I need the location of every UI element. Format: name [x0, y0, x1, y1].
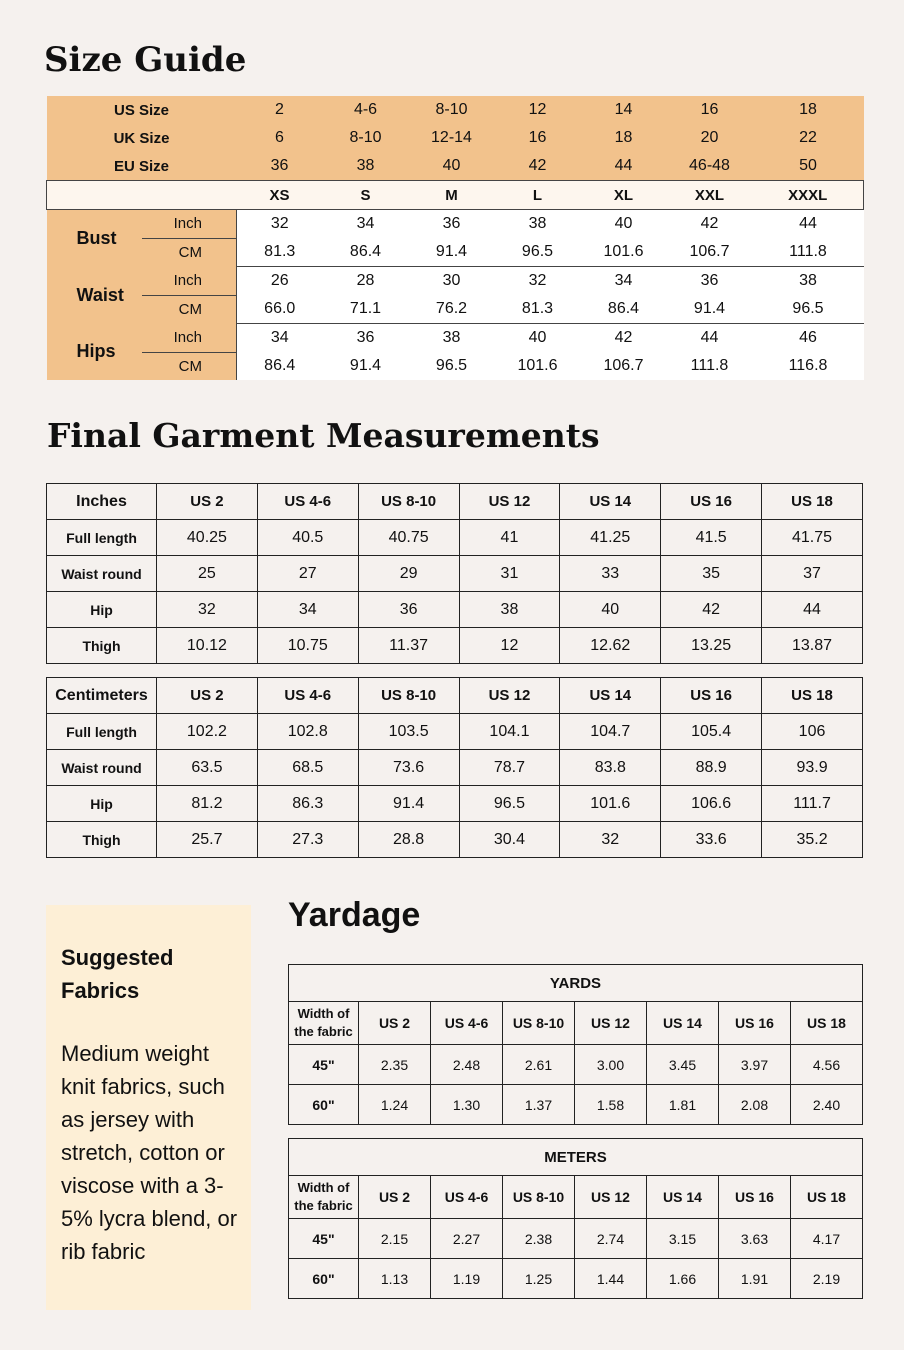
value-cell: 91.4 — [358, 786, 459, 822]
row-label: 45" — [289, 1045, 359, 1085]
waist-inch-row — [47, 267, 864, 296]
value-cell: 66.0 — [237, 295, 323, 324]
value-cell: 83.8 — [560, 750, 661, 786]
value-cell: 111.7 — [762, 786, 863, 822]
value-cell: 38 — [409, 324, 495, 353]
value-cell: 37 — [762, 556, 863, 592]
value-cell: 68.5 — [257, 750, 358, 786]
value-cell: 2.35 — [359, 1045, 431, 1085]
caption-row — [289, 965, 863, 1002]
value-cell: 103.5 — [358, 714, 459, 750]
value-cell: 32 — [560, 822, 661, 858]
size-header: US 14 — [560, 484, 661, 520]
size-guide-title: Size Guide — [44, 40, 247, 80]
value-cell: 40 — [495, 324, 581, 353]
cm-label: CM — [142, 352, 237, 380]
value-cell: 41 — [459, 520, 560, 556]
size-header: US 12 — [459, 678, 560, 714]
value-cell: 81.3 — [495, 295, 581, 324]
table-row — [47, 750, 863, 786]
size-header: US 4-6 — [431, 1002, 503, 1045]
value-cell: 32 — [237, 210, 323, 239]
size-cell: 18 — [581, 124, 667, 152]
value-cell: 10.12 — [157, 628, 258, 664]
value-cell: 40.25 — [157, 520, 258, 556]
table-row — [47, 592, 863, 628]
value-cell: 3.00 — [575, 1045, 647, 1085]
value-cell: 86.3 — [257, 786, 358, 822]
table-row — [47, 786, 863, 822]
size-cell: 16 — [667, 96, 753, 124]
value-cell: 38 — [495, 210, 581, 239]
value-cell: 40 — [560, 592, 661, 628]
value-cell: 3.97 — [719, 1045, 791, 1085]
cm-label: CM — [142, 238, 237, 267]
value-cell: 1.44 — [575, 1259, 647, 1299]
us-size-label: US Size — [47, 96, 237, 124]
value-cell: 36 — [323, 324, 409, 353]
value-cell: 10.75 — [257, 628, 358, 664]
size-cell: 12 — [495, 96, 581, 124]
value-cell: 28 — [323, 267, 409, 296]
width-label: Width of the fabric — [289, 1002, 359, 1045]
value-cell: 1.81 — [647, 1085, 719, 1125]
hips-label: Hips — [47, 324, 142, 381]
value-cell: 102.2 — [157, 714, 258, 750]
value-cell: 71.1 — [323, 295, 409, 324]
value-cell: 1.30 — [431, 1085, 503, 1125]
row-label: Full length — [47, 520, 157, 556]
value-cell: 106.6 — [661, 786, 762, 822]
size-header: US 4-6 — [431, 1176, 503, 1219]
size-cell: 8-10 — [323, 124, 409, 152]
width-label: Width of the fabric — [289, 1176, 359, 1219]
yardage-title: Yardage — [288, 896, 421, 934]
value-cell: 91.4 — [323, 352, 409, 380]
value-cell: 1.19 — [431, 1259, 503, 1299]
value-cell: 13.87 — [762, 628, 863, 664]
letter-size-row — [47, 181, 864, 210]
value-cell: 25 — [157, 556, 258, 592]
value-cell: 31 — [459, 556, 560, 592]
value-cell: 35 — [661, 556, 762, 592]
inch-label: Inch — [142, 267, 237, 296]
size-header: US 16 — [661, 484, 762, 520]
bust-cm-row — [47, 238, 864, 267]
value-cell: 2.48 — [431, 1045, 503, 1085]
us-size-row — [47, 96, 864, 124]
size-header: US 2 — [359, 1176, 431, 1219]
letter-size-cell: XS — [237, 181, 323, 210]
value-cell: 34 — [257, 592, 358, 628]
size-cell: 38 — [323, 152, 409, 181]
meters-caption: METERS — [289, 1139, 863, 1176]
size-cell: 16 — [495, 124, 581, 152]
size-cell: 14 — [581, 96, 667, 124]
row-label: 45" — [289, 1219, 359, 1259]
suggested-fabrics-panel — [46, 905, 251, 1310]
value-cell: 4.56 — [791, 1045, 863, 1085]
size-cell: 8-10 — [409, 96, 495, 124]
letter-size-cell: XL — [581, 181, 667, 210]
value-cell: 73.6 — [358, 750, 459, 786]
value-cell: 2.08 — [719, 1085, 791, 1125]
value-cell: 91.4 — [667, 295, 753, 324]
value-cell: 2.61 — [503, 1045, 575, 1085]
value-cell: 42 — [661, 592, 762, 628]
size-header: US 2 — [359, 1002, 431, 1045]
value-cell: 34 — [237, 324, 323, 353]
yardage-yards-table — [288, 964, 863, 1125]
size-cell: 2 — [237, 96, 323, 124]
size-header: US 16 — [661, 678, 762, 714]
value-cell: 33 — [560, 556, 661, 592]
size-header: US 12 — [459, 484, 560, 520]
value-cell: 2.38 — [503, 1219, 575, 1259]
value-cell: 40.75 — [358, 520, 459, 556]
value-cell: 93.9 — [762, 750, 863, 786]
header-row — [289, 1176, 863, 1219]
value-cell: 101.6 — [581, 238, 667, 267]
value-cell: 96.5 — [409, 352, 495, 380]
size-cell: 22 — [753, 124, 864, 152]
size-header: US 14 — [647, 1176, 719, 1219]
value-cell: 41.5 — [661, 520, 762, 556]
row-label: 60" — [289, 1259, 359, 1299]
value-cell: 2.19 — [791, 1259, 863, 1299]
value-cell: 76.2 — [409, 295, 495, 324]
bust-label: Bust — [47, 210, 142, 267]
yards-caption: YARDS — [289, 965, 863, 1002]
value-cell: 2.40 — [791, 1085, 863, 1125]
final-garment-cm-table — [46, 677, 863, 858]
row-label: Waist round — [47, 750, 157, 786]
value-cell: 116.8 — [753, 352, 864, 380]
value-cell: 1.91 — [719, 1259, 791, 1299]
row-label: Full length — [47, 714, 157, 750]
value-cell: 34 — [323, 210, 409, 239]
letter-size-cell: M — [409, 181, 495, 210]
eu-size-label: EU Size — [47, 152, 237, 181]
waist-cm-row — [47, 295, 864, 324]
size-header: US 18 — [791, 1002, 863, 1045]
value-cell: 30.4 — [459, 822, 560, 858]
table-row — [289, 1045, 863, 1085]
value-cell: 2.74 — [575, 1219, 647, 1259]
value-cell: 34 — [581, 267, 667, 296]
table-row — [47, 822, 863, 858]
value-cell: 2.27 — [431, 1219, 503, 1259]
value-cell: 33.6 — [661, 822, 762, 858]
size-header: US 16 — [719, 1002, 791, 1045]
size-header: US 4-6 — [257, 484, 358, 520]
value-cell: 36 — [409, 210, 495, 239]
size-header: US 8-10 — [503, 1002, 575, 1045]
row-label: 60" — [289, 1085, 359, 1125]
value-cell: 104.1 — [459, 714, 560, 750]
value-cell: 38 — [753, 267, 864, 296]
value-cell: 3.45 — [647, 1045, 719, 1085]
value-cell: 36 — [358, 592, 459, 628]
row-label: Hip — [47, 786, 157, 822]
value-cell: 30 — [409, 267, 495, 296]
value-cell: 40.5 — [257, 520, 358, 556]
size-cell: 12-14 — [409, 124, 495, 152]
centimeters-label: Centimeters — [47, 678, 157, 714]
size-header: US 4-6 — [257, 678, 358, 714]
value-cell: 26 — [237, 267, 323, 296]
value-cell: 1.58 — [575, 1085, 647, 1125]
value-cell: 1.37 — [503, 1085, 575, 1125]
value-cell: 91.4 — [409, 238, 495, 267]
value-cell: 101.6 — [560, 786, 661, 822]
waist-label: Waist — [47, 267, 142, 324]
inches-label: Inches — [47, 484, 157, 520]
size-header: US 18 — [762, 484, 863, 520]
row-label: Thigh — [47, 822, 157, 858]
table-row — [47, 714, 863, 750]
table-row — [47, 520, 863, 556]
hips-inch-row — [47, 324, 864, 353]
value-cell: 102.8 — [257, 714, 358, 750]
value-cell: 40 — [581, 210, 667, 239]
value-cell: 101.6 — [495, 352, 581, 380]
letter-size-cell: XXXL — [753, 181, 864, 210]
header-row — [47, 678, 863, 714]
size-cell: 44 — [581, 152, 667, 181]
value-cell: 32 — [495, 267, 581, 296]
value-cell: 105.4 — [661, 714, 762, 750]
size-cell: 50 — [753, 152, 864, 181]
yardage-meters-table — [288, 1138, 863, 1299]
letter-size-cell: S — [323, 181, 409, 210]
value-cell: 46 — [753, 324, 864, 353]
value-cell: 106 — [762, 714, 863, 750]
value-cell: 81.3 — [237, 238, 323, 267]
table-row — [289, 1085, 863, 1125]
row-label: Thigh — [47, 628, 157, 664]
header-row — [47, 484, 863, 520]
value-cell: 44 — [667, 324, 753, 353]
value-cell: 13.25 — [661, 628, 762, 664]
value-cell: 86.4 — [581, 295, 667, 324]
value-cell: 11.37 — [358, 628, 459, 664]
value-cell: 104.7 — [560, 714, 661, 750]
value-cell: 1.66 — [647, 1259, 719, 1299]
size-cell: 20 — [667, 124, 753, 152]
value-cell: 44 — [762, 592, 863, 628]
size-header: US 12 — [575, 1176, 647, 1219]
value-cell: 81.2 — [157, 786, 258, 822]
value-cell: 86.4 — [323, 238, 409, 267]
size-cell: 36 — [237, 152, 323, 181]
value-cell: 106.7 — [667, 238, 753, 267]
bust-inch-row — [47, 210, 864, 239]
size-header: US 18 — [762, 678, 863, 714]
size-cell: 46-48 — [667, 152, 753, 181]
final-garment-title: Final Garment Measurements — [47, 416, 600, 455]
value-cell: 2.15 — [359, 1219, 431, 1259]
value-cell: 32 — [157, 592, 258, 628]
final-garment-inches-table — [46, 483, 863, 664]
value-cell: 111.8 — [667, 352, 753, 380]
size-cell: 4-6 — [323, 96, 409, 124]
hips-cm-row — [47, 352, 864, 380]
value-cell: 96.5 — [753, 295, 864, 324]
letter-size-cell: L — [495, 181, 581, 210]
value-cell: 96.5 — [495, 238, 581, 267]
value-cell: 36 — [667, 267, 753, 296]
size-header: US 16 — [719, 1176, 791, 1219]
value-cell: 3.63 — [719, 1219, 791, 1259]
value-cell: 27.3 — [257, 822, 358, 858]
uk-size-label: UK Size — [47, 124, 237, 152]
value-cell: 3.15 — [647, 1219, 719, 1259]
size-cell: 40 — [409, 152, 495, 181]
size-header: US 8-10 — [503, 1176, 575, 1219]
value-cell: 86.4 — [237, 352, 323, 380]
size-header: US 8-10 — [358, 484, 459, 520]
uk-size-row — [47, 124, 864, 152]
value-cell: 1.13 — [359, 1259, 431, 1299]
size-cell: 42 — [495, 152, 581, 181]
row-label: Hip — [47, 592, 157, 628]
caption-row — [289, 1139, 863, 1176]
value-cell: 44 — [753, 210, 864, 239]
table-row — [47, 628, 863, 664]
size-cell: 6 — [237, 124, 323, 152]
inch-label: Inch — [142, 324, 237, 353]
value-cell: 38 — [459, 592, 560, 628]
size-header: US 12 — [575, 1002, 647, 1045]
value-cell: 27 — [257, 556, 358, 592]
size-header: US 8-10 — [358, 678, 459, 714]
value-cell: 29 — [358, 556, 459, 592]
size-header: US 2 — [157, 484, 258, 520]
value-cell: 25.7 — [157, 822, 258, 858]
inch-label: Inch — [142, 210, 237, 239]
suggested-fabrics-text: Medium weight knit fabrics, such as jersey with stretch, cotton or viscose with a 3-5% lycra blend, or rib fabric — [61, 1041, 238, 1264]
value-cell: 111.8 — [753, 238, 864, 267]
value-cell: 1.24 — [359, 1085, 431, 1125]
value-cell: 78.7 — [459, 750, 560, 786]
eu-size-row — [47, 152, 864, 181]
table-row — [289, 1259, 863, 1299]
cm-label: CM — [142, 295, 237, 324]
table-row — [47, 556, 863, 592]
table-row — [289, 1219, 863, 1259]
row-label: Waist round — [47, 556, 157, 592]
value-cell: 28.8 — [358, 822, 459, 858]
value-cell: 4.17 — [791, 1219, 863, 1259]
value-cell: 41.75 — [762, 520, 863, 556]
value-cell: 35.2 — [762, 822, 863, 858]
value-cell: 88.9 — [661, 750, 762, 786]
value-cell: 42 — [581, 324, 667, 353]
value-cell: 106.7 — [581, 352, 667, 380]
size-header: US 14 — [560, 678, 661, 714]
value-cell: 96.5 — [459, 786, 560, 822]
header-row — [289, 1002, 863, 1045]
value-cell: 42 — [667, 210, 753, 239]
value-cell: 41.25 — [560, 520, 661, 556]
suggested-fabrics-heading: Suggested Fabrics — [61, 945, 174, 1003]
value-cell: 1.25 — [503, 1259, 575, 1299]
letter-size-spacer — [47, 181, 237, 210]
size-cell: 18 — [753, 96, 864, 124]
value-cell: 12 — [459, 628, 560, 664]
size-header: US 18 — [791, 1176, 863, 1219]
value-cell: 63.5 — [157, 750, 258, 786]
value-cell: 12.62 — [560, 628, 661, 664]
size-guide-table — [46, 96, 864, 380]
size-header: US 2 — [157, 678, 258, 714]
letter-size-cell: XXL — [667, 181, 753, 210]
size-header: US 14 — [647, 1002, 719, 1045]
